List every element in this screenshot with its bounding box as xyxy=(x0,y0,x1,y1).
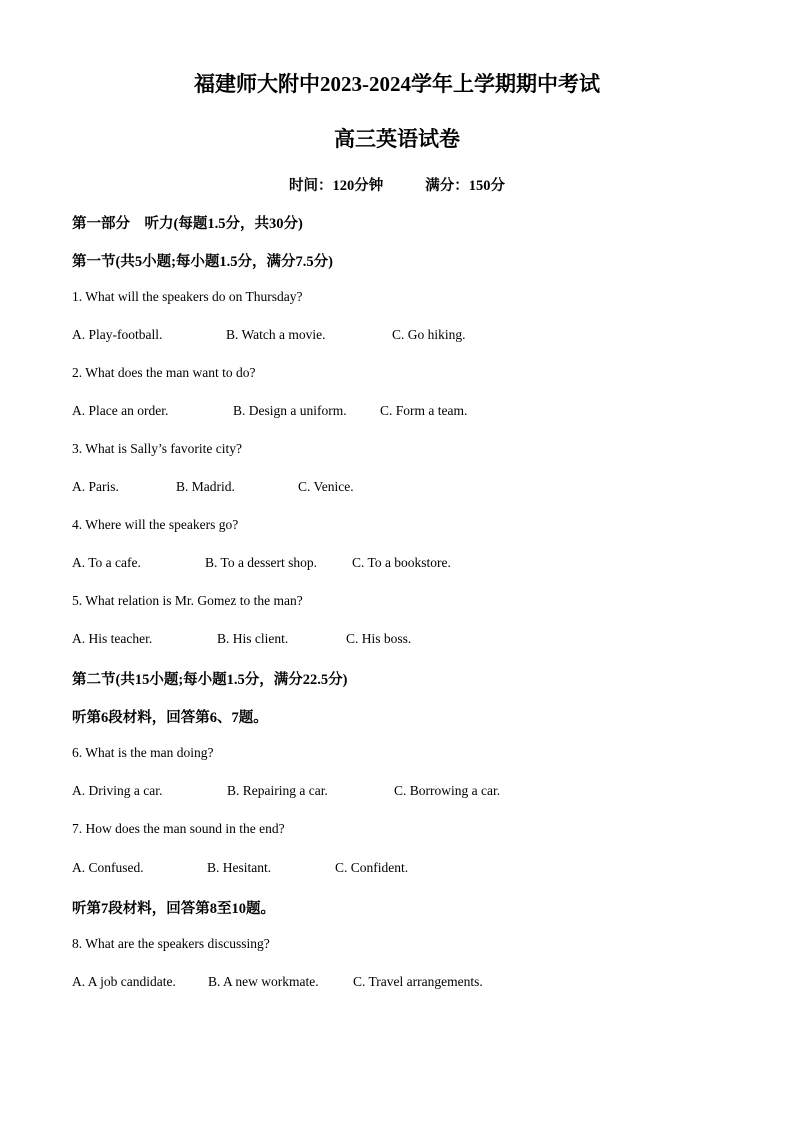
exam-score: 满分：150分 xyxy=(425,178,505,194)
question-1: 1. What will the speakers do on Thursday? xyxy=(72,289,303,304)
q7-option-a: A. Confused. xyxy=(72,860,144,875)
q4-option-a: A. To a cafe. xyxy=(72,555,141,570)
q7-option-c: C. Confident. xyxy=(335,860,409,875)
q5-option-b: B. His client. xyxy=(217,631,289,646)
q6-option-b: B. Repairing a car. xyxy=(227,783,328,798)
q4-option-b: B. To a dessert shop. xyxy=(205,555,318,570)
section1-heading: 第一节(共5小题;每小题1.5分，满分7.5分) xyxy=(72,254,333,270)
q2-option-b: B. Design a uniform. xyxy=(233,403,347,418)
section2-heading: 第二节(共15小题;每小题1.5分，满分22.5分) xyxy=(72,672,348,688)
q1-option-a: A. Play-football. xyxy=(72,327,163,342)
q3-option-c: C. Venice. xyxy=(298,479,354,494)
question-8: 8. What are the speakers discussing? xyxy=(72,936,270,951)
question-2: 2. What does the man want to do? xyxy=(72,365,256,380)
question-7: 7. How does the man sound in the end? xyxy=(72,821,285,836)
q4-option-c: C. To a bookstore. xyxy=(352,555,451,570)
q3-option-b: B. Madrid. xyxy=(176,479,235,494)
question-3: 3. What is Sally’s favorite city? xyxy=(72,441,242,456)
q8-option-c: C. Travel arrangements. xyxy=(353,974,483,989)
q3-option-a: A. Paris. xyxy=(72,479,119,494)
instruction-8-10: 听第7段材料，回答第8至10题。 xyxy=(72,901,275,917)
q1-option-c: C. Go hiking. xyxy=(392,327,466,342)
q1-option-b: B. Watch a movie. xyxy=(226,327,326,342)
instruction-6-7: 听第6段材料，回答第6、7题。 xyxy=(72,710,268,726)
exam-subtitle: 高三英语试卷 xyxy=(334,127,460,151)
q7-option-b: B. Hesitant. xyxy=(207,860,272,875)
question-6: 6. What is the man doing? xyxy=(72,745,214,760)
q8-option-b: B. A new workmate. xyxy=(208,974,319,989)
q2-option-c: C. Form a team. xyxy=(380,403,468,418)
q2-option-a: A. Place an order. xyxy=(72,403,169,418)
q6-option-c: C. Borrowing a car. xyxy=(394,783,501,798)
q5-option-a: A. His teacher. xyxy=(72,631,153,646)
question-4: 4. Where will the speakers go? xyxy=(72,517,239,532)
exam-meta xyxy=(0,174,794,195)
question-5: 5. What relation is Mr. Gomez to the man? xyxy=(72,593,303,608)
q5-option-c: C. His boss. xyxy=(346,631,412,646)
exam-title: 福建师大附中2023-2024学年上学期期中考试 xyxy=(194,72,600,96)
part1-heading: 第一部分 听力(每题1.5分，共30分) xyxy=(72,216,303,232)
q8-option-a: A. A job candidate. xyxy=(72,974,176,989)
exam-time: 时间：120分钟 xyxy=(289,178,384,194)
q6-option-a: A. Driving a car. xyxy=(72,783,163,798)
